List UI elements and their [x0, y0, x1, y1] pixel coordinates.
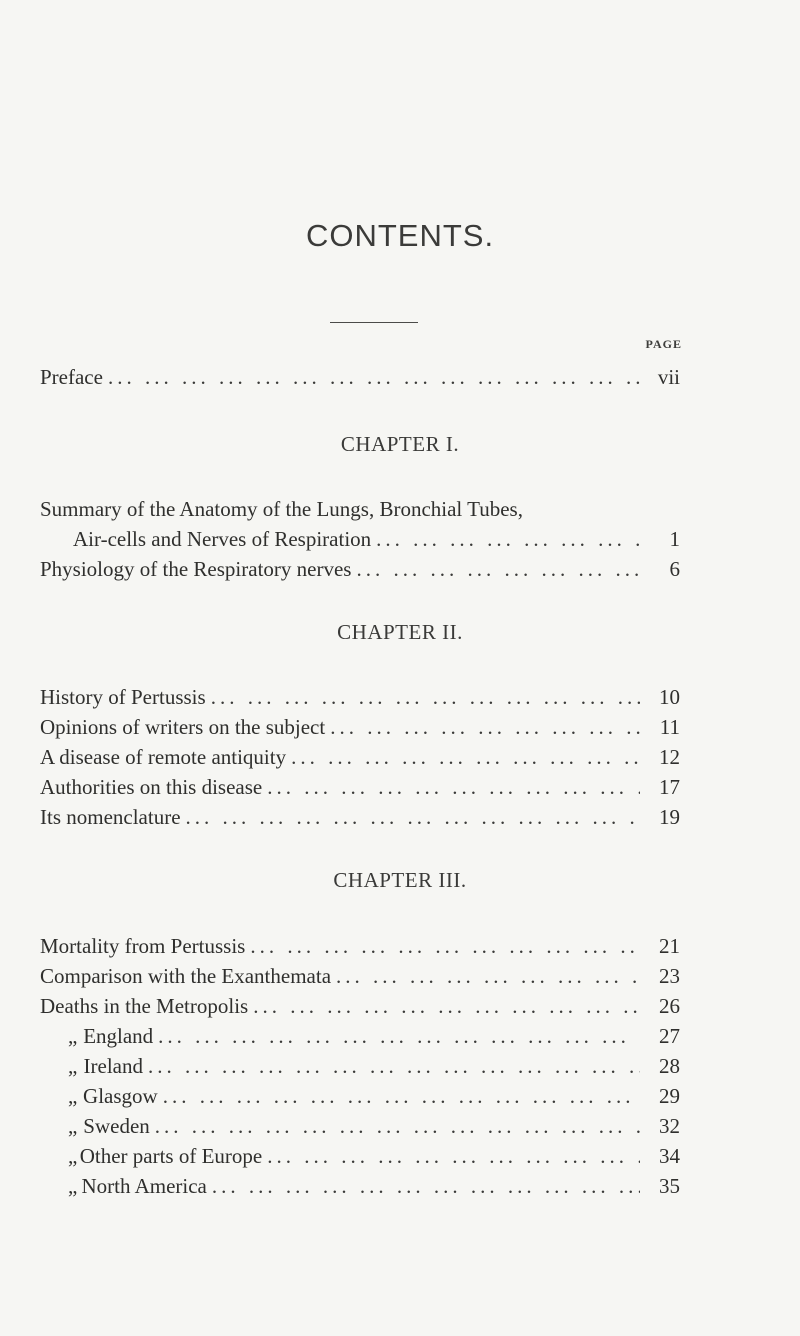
entry-label: History of Pertussis	[40, 685, 206, 709]
entry-page: 27	[659, 1024, 680, 1048]
toc-entry[interactable]	[40, 1051, 680, 1081]
entry-label: England	[83, 1024, 154, 1048]
dot-leader	[245, 931, 640, 961]
dot-leader	[286, 742, 640, 772]
entry-label: Authorities on this disease	[40, 775, 263, 799]
title-divider	[330, 322, 418, 323]
entry-page: vii	[657, 365, 680, 389]
entry-page: 23	[659, 964, 680, 988]
chapter-heading: CHAPTER II.	[337, 620, 463, 644]
entry-page: 10	[659, 685, 680, 709]
dot-leader	[153, 1021, 640, 1051]
dot-leader	[248, 991, 640, 1021]
chapter-heading: CHAPTER I.	[340, 432, 460, 456]
entry-label: Mortality from Pertussis	[40, 934, 246, 958]
dot-leader	[331, 961, 640, 991]
toc-entry[interactable]	[40, 554, 680, 584]
entry-page: 29	[659, 1084, 680, 1108]
ditto-mark: „	[68, 1084, 78, 1108]
entry-page: 19	[659, 805, 680, 829]
toc-entry-preface[interactable]	[40, 362, 680, 392]
entry-label: Preface	[40, 365, 103, 389]
toc-entry[interactable]	[40, 1111, 680, 1141]
entry-page: 17	[659, 775, 680, 799]
entry-page: 21	[659, 934, 680, 958]
toc-entry[interactable]	[40, 1081, 680, 1111]
entry-label: Glasgow	[83, 1084, 158, 1108]
ditto-mark: „	[68, 1174, 78, 1198]
entry-label: Its nomenclature	[40, 805, 181, 829]
entry-label: Deaths in the Metropolis	[40, 994, 249, 1018]
toc-entry[interactable]	[40, 961, 680, 991]
entry-label-line1: Summary of the Anatomy of the Lungs, Bronchial Tubes,	[40, 497, 523, 521]
entry-label: Sweden	[83, 1114, 150, 1138]
toc-entry[interactable]	[40, 802, 680, 832]
ditto-mark: „	[68, 1054, 78, 1078]
entry-page: 12	[659, 745, 680, 769]
entry-label: Air-cells and Nerves of Respiration	[73, 527, 372, 551]
dot-leader	[181, 802, 640, 832]
dot-leader	[371, 524, 640, 554]
dot-leader	[262, 772, 640, 802]
toc-entry[interactable]	[40, 1021, 680, 1051]
entry-page: 35	[659, 1174, 680, 1198]
dot-leader	[143, 1051, 640, 1081]
page-column-header: PAGE	[645, 337, 682, 351]
dot-leader	[158, 1081, 640, 1111]
toc-entry[interactable]	[40, 682, 680, 712]
toc-entry[interactable]	[40, 742, 680, 772]
entry-page: 26	[659, 994, 680, 1018]
entry-page: 6	[669, 557, 680, 581]
entry-label: Comparison with the Exanthemata	[40, 964, 332, 988]
entry-page: 32	[659, 1114, 680, 1138]
entry-page: 11	[659, 715, 680, 739]
dot-leader	[150, 1111, 640, 1141]
toc-entry[interactable]	[40, 1171, 680, 1201]
dot-leader	[351, 554, 640, 584]
toc-entry[interactable]	[40, 1141, 680, 1171]
entry-label: Ireland	[83, 1054, 143, 1078]
dot-leader	[262, 1141, 640, 1171]
toc-entry[interactable]	[40, 772, 680, 802]
dot-leader	[103, 362, 640, 392]
ditto-mark: „	[68, 1144, 78, 1168]
entry-label: Other parts of Europe	[79, 1144, 263, 1168]
dot-leader	[325, 712, 640, 742]
entry-page: 34	[659, 1144, 680, 1168]
entry-label: North America	[81, 1174, 207, 1198]
entry-label: Physiology of the Respiratory nerves	[40, 557, 352, 581]
entry-page: 1	[669, 527, 680, 551]
entry-page: 28	[659, 1054, 680, 1078]
page-title: CONTENTS.	[305, 218, 495, 253]
dot-leader	[207, 1171, 640, 1201]
entry-label: A disease of remote antiquity	[40, 745, 287, 769]
toc-entry[interactable]	[40, 991, 680, 1021]
ditto-mark: „	[68, 1024, 78, 1048]
toc-entry[interactable]	[73, 524, 680, 554]
dot-leader	[206, 682, 640, 712]
toc-entry[interactable]	[40, 931, 680, 961]
chapter-heading: CHAPTER III.	[333, 868, 467, 892]
entry-label: Opinions of writers on the subject	[40, 715, 326, 739]
toc-entry[interactable]	[40, 712, 680, 742]
ditto-mark: „	[68, 1114, 78, 1138]
